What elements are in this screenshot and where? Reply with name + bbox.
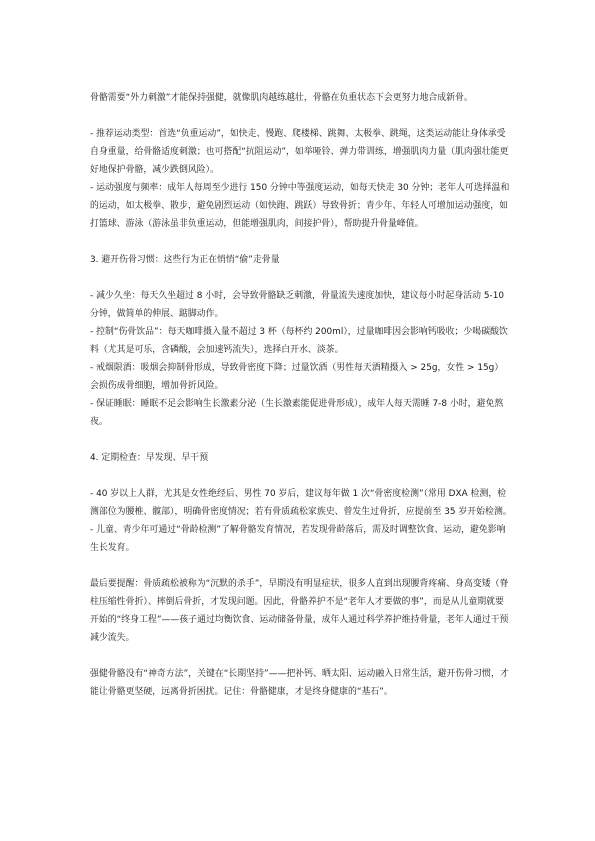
section-3-list: [90, 287, 512, 431]
reminder-paragraph: 最后要提醒：骨质疏松被称为“沉默的杀手”，早期没有明显症状，很多人直到出现腰背疼痛、身高变矮（脊柱压缩性骨折）、摔倒后骨折，才发现问题。因此，骨骼养护不是“老年人才要做的事”，而是从儿童期就要开始的“终身工程”——孩子通过均衡饮食、运动储备骨量，成年人通过科学养护维持骨量，老年人通过干预减少流失。: [90, 579, 509, 643]
list-item: - 运动强度与频率：成年人每周至少进行 150 分钟中等强度运动，如每天快走 30 分钟；老年人可选择温和的运动，如太极拳、散步，避免剧烈运动（如快跑、跳跃）导致骨折；青少年、年轻人可增加运动强度，如打篮球、游泳（游泳虽非负重运动，但能增强肌肉，间接护骨），帮助提升骨量峰值。: [90, 183, 510, 229]
closing-paragraph: 强健骨骼没有“神奇方法”，关键在“长期坚持”——把补钙、晒太阳、运动融入日常生活，避开伤骨习惯，才能让骨骼更坚硬，远离骨折困扰。记住：骨骼健康，才是终身健康的“基石”。: [90, 669, 509, 697]
section-3-heading: 3. 避开伤骨习惯：这些行为正在悄悄“偷”走骨量: [90, 255, 280, 265]
intro-paragraph: 骨骼需要“外力刺激”才能保持强健，就像肌肉越练越壮，骨骼在负重状态下会更努力地合成新骨。: [90, 93, 473, 103]
list-item: - 40 岁以上人群，尤其是女性绝经后、男性 70 岁后，建议每年做 1 次“骨密度检测”（常用 DXA 检测，检测部位为腰椎、髋部），明确骨密度情况；若有骨质疏松家族史、曾发生过骨折，应提前至 35 岁开始检测。: [90, 489, 512, 517]
list-item: - 儿童、青少年可通过“骨龄检测”了解骨骼发育情况，若发现骨龄落后，需及时调整饮食、运动，避免影响生长发育。: [90, 525, 506, 553]
list-item: - 减少久坐：每天久坐超过 8 小时，会导致骨骼缺乏刺激，骨量流失速度加快，建议每小时起身活动 5-10 分钟，做简单的伸展、踮脚动作。: [90, 291, 505, 319]
list-item: - 控制“伤骨饮品”：每天咖啡摄入量不超过 3 杯（每杯约 200ml），过量咖啡因会影响钙吸收；少喝碳酸饮料（尤其是可乐，含磷酸，会加速钙流失），选择白开水、淡茶。: [90, 327, 508, 355]
exercise-list: [90, 125, 512, 233]
section-4-heading: 4. 定期检查：早发现、早干预: [90, 453, 209, 463]
list-item: - 保证睡眠：睡眠不足会影响生长激素分泌（生长激素能促进骨形成），成年人每天需睡 7-8 小时，避免熬夜。: [90, 399, 504, 427]
list-item: - 推荐运动类型：首选“负重运动”，如快走、慢跑、爬楼梯、跳舞、太极拳、跳绳，这类运动能让身体承受自身重量，给骨骼适度刺激；也可搭配“抗阻运动”，如举哑铃、弹力带训练，增强肌肉力量（肌肉强壮能更好地保护骨骼，减少跌倒风险）。: [90, 129, 509, 175]
list-item: - 戒烟限酒：吸烟会抑制骨形成，导致骨密度下降；过量饮酒（男性每天酒精摄入 > 25g，女性 > 15g）会损伤成骨细胞，增加骨折风险。: [90, 363, 504, 391]
section-4-list: [90, 485, 512, 557]
